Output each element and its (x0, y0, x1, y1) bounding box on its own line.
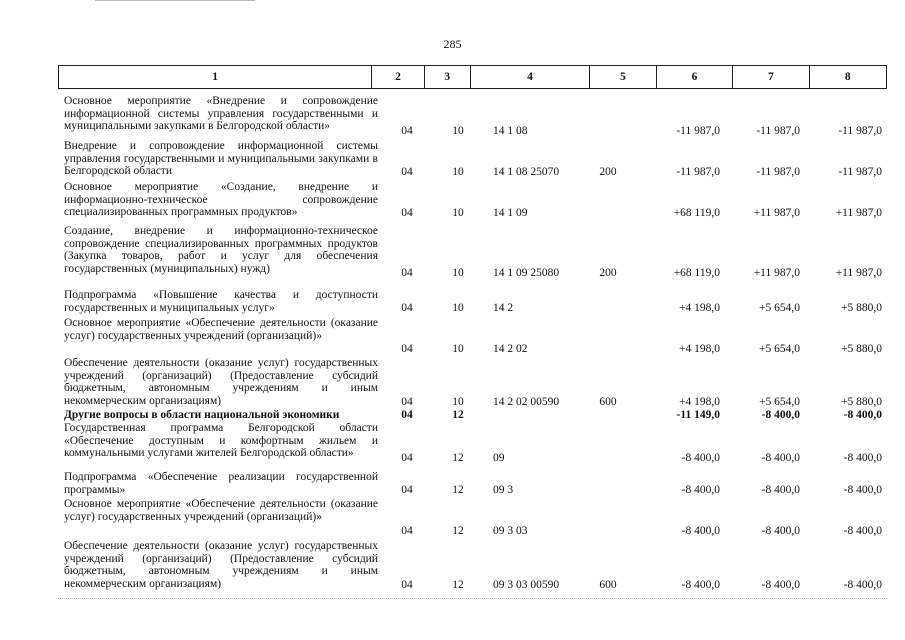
scan-artifact (58, 598, 887, 611)
row-expense-type: 600 (599, 396, 617, 408)
column-header-2: 2 (372, 66, 424, 88)
row-target-article: 09 3 03 00590 (493, 579, 560, 591)
row-target-article: 14 1 08 (493, 125, 528, 137)
row-target-article: 14 1 09 (493, 207, 528, 219)
column-header-4: 4 (471, 66, 590, 88)
row-subsection: 12 (452, 579, 464, 591)
row-description: Подпрограмма «Обеспечение реализации государственной программы» (64, 471, 378, 496)
row-section: 04 (401, 452, 413, 464)
row-target-article: 14 2 02 00590 (493, 396, 560, 408)
row-amount-7: +5 654,0 (759, 302, 800, 314)
row-amount-6: -8 400,0 (681, 452, 720, 464)
row-section: 04 (401, 302, 413, 314)
column-header-7: 7 (733, 66, 809, 88)
row-target-article: 14 1 09 25080 (493, 267, 560, 279)
row-expense-type: 600 (599, 579, 617, 591)
column-header-6: 6 (657, 66, 733, 88)
row-target-article: 09 3 03 (493, 525, 528, 537)
row-amount-8: +5 880,0 (841, 302, 882, 314)
row-amount-7: -8 400,0 (761, 484, 800, 496)
row-amount-6: -11 987,0 (676, 125, 720, 137)
row-expense-type: 200 (599, 166, 617, 178)
table-header (58, 65, 887, 89)
row-amount-7: -8 400,0 (761, 409, 800, 421)
row-amount-8: -8 400,0 (843, 484, 882, 496)
row-amount-8: -8 400,0 (843, 525, 882, 537)
row-amount-8: -8 400,0 (843, 579, 882, 591)
row-description: Обеспечение деятельности (оказание услуг) государственных учреждений (организаций) (Предоставление субсидий бюджетным, автономным учреждениям и иным некоммерческим организациям) (64, 540, 378, 590)
row-target-article: 14 2 02 (493, 343, 528, 355)
row-amount-7: -8 400,0 (761, 579, 800, 591)
row-description: Основное мероприятие «Создание, внедрение и информационно-техническое сопровождение специализированных программных продуктов» (64, 181, 378, 219)
row-subsection: 10 (452, 343, 464, 355)
column-header-5: 5 (590, 66, 657, 88)
row-amount-8: +5 880,0 (841, 396, 882, 408)
row-amount-7: +5 654,0 (759, 343, 800, 355)
column-header-1: 1 (59, 66, 372, 88)
row-description: Другие вопросы в области национальной экономики (64, 409, 340, 421)
row-amount-8: -8 400,0 (843, 452, 882, 464)
row-section: 04 (401, 396, 413, 408)
row-target-article: 09 3 (493, 484, 514, 496)
page-number: 285 (443, 37, 462, 51)
row-description: Подпрограмма «Повышение качества и доступности государственных и муниципальных услуг» (64, 289, 378, 314)
row-description: Основное мероприятие «Обеспечение деятельности (оказание услуг) государственных учреждений (организаций)» (64, 317, 378, 342)
row-amount-6: -11 149,0 (676, 409, 720, 421)
row-amount-6: +4 198,0 (679, 302, 720, 314)
row-target-article: 14 2 (493, 302, 514, 314)
row-description: Внедрение и сопровождение информационной системы управления государственными и муниципальными закупками в Белгородской области (64, 140, 378, 178)
column-header-8: 8 (844, 71, 851, 83)
row-description: Основное мероприятие «Внедрение и сопровождение информационной системы управления государственными и муниципальными закупками в Белгородской области» (64, 95, 378, 133)
row-section: 04 (401, 267, 413, 279)
row-section: 04 (401, 125, 413, 137)
row-amount-7: -8 400,0 (761, 452, 800, 464)
row-section: 04 (401, 409, 413, 421)
row-subsection: 12 (452, 525, 464, 537)
row-amount-6: +4 198,0 (679, 343, 720, 355)
row-subsection: 12 (452, 409, 464, 421)
row-amount-6: -8 400,0 (681, 525, 720, 537)
row-subsection: 10 (452, 166, 464, 178)
row-amount-8: -8 400,0 (843, 409, 882, 421)
row-subsection: 12 (452, 452, 464, 464)
row-amount-8: +5 880,0 (841, 343, 882, 355)
row-amount-7: +11 987,0 (753, 267, 800, 279)
row-amount-8: -11 987,0 (838, 125, 882, 137)
row-subsection: 10 (452, 396, 464, 408)
row-subsection: 10 (452, 125, 464, 137)
row-subsection: 12 (452, 484, 464, 496)
row-section: 04 (401, 207, 413, 219)
row-amount-7: -11 987,0 (756, 166, 800, 178)
row-amount-7: +5 654,0 (759, 396, 800, 408)
row-amount-6: -11 987,0 (676, 166, 720, 178)
row-expense-type: 200 (599, 267, 617, 279)
row-amount-8: +11 987,0 (835, 267, 882, 279)
row-target-article: 09 (493, 452, 505, 464)
row-description: Основное мероприятие «Обеспечение деятельности (оказание услуг) государственных учреждений (организаций)» (64, 498, 378, 523)
row-amount-6: +4 198,0 (679, 396, 720, 408)
row-subsection: 10 (452, 267, 464, 279)
row-subsection: 10 (452, 207, 464, 219)
row-amount-7: -11 987,0 (756, 125, 800, 137)
row-amount-6: -8 400,0 (681, 484, 720, 496)
row-section: 04 (401, 166, 413, 178)
row-section: 04 (401, 525, 413, 537)
row-target-article: 14 1 08 25070 (493, 166, 560, 178)
row-description: Создание, внедрение и информационно-техническое сопровождение специализированных программных продуктов (Закупка товаров, работ и услуг для обеспечения государственных (муниципальных) нужд) (64, 225, 378, 275)
row-description: Государственная программа Белгородской области «Обеспечение доступным и комфортным жильем и коммунальными услугами жителей Белгородской области» (64, 422, 378, 460)
row-amount-6: +68 119,0 (673, 207, 720, 219)
row-amount-6: -8 400,0 (681, 579, 720, 591)
row-section: 04 (401, 343, 413, 355)
column-header-3: 3 (425, 66, 471, 88)
row-section: 04 (401, 484, 413, 496)
row-section: 04 (401, 579, 413, 591)
row-subsection: 10 (452, 302, 464, 314)
row-amount-6: +68 119,0 (673, 267, 720, 279)
row-amount-7: +11 987,0 (753, 207, 800, 219)
row-amount-8: -11 987,0 (838, 166, 882, 178)
row-amount-7: -8 400,0 (761, 525, 800, 537)
row-description: Обеспечение деятельности (оказание услуг) государственных учреждений (организаций) (Предоставление субсидий бюджетным, автономным учреждениям и иным некоммерческим организациям) (64, 357, 378, 407)
scan-artifact (95, 0, 255, 3)
row-amount-8: +11 987,0 (835, 207, 882, 219)
